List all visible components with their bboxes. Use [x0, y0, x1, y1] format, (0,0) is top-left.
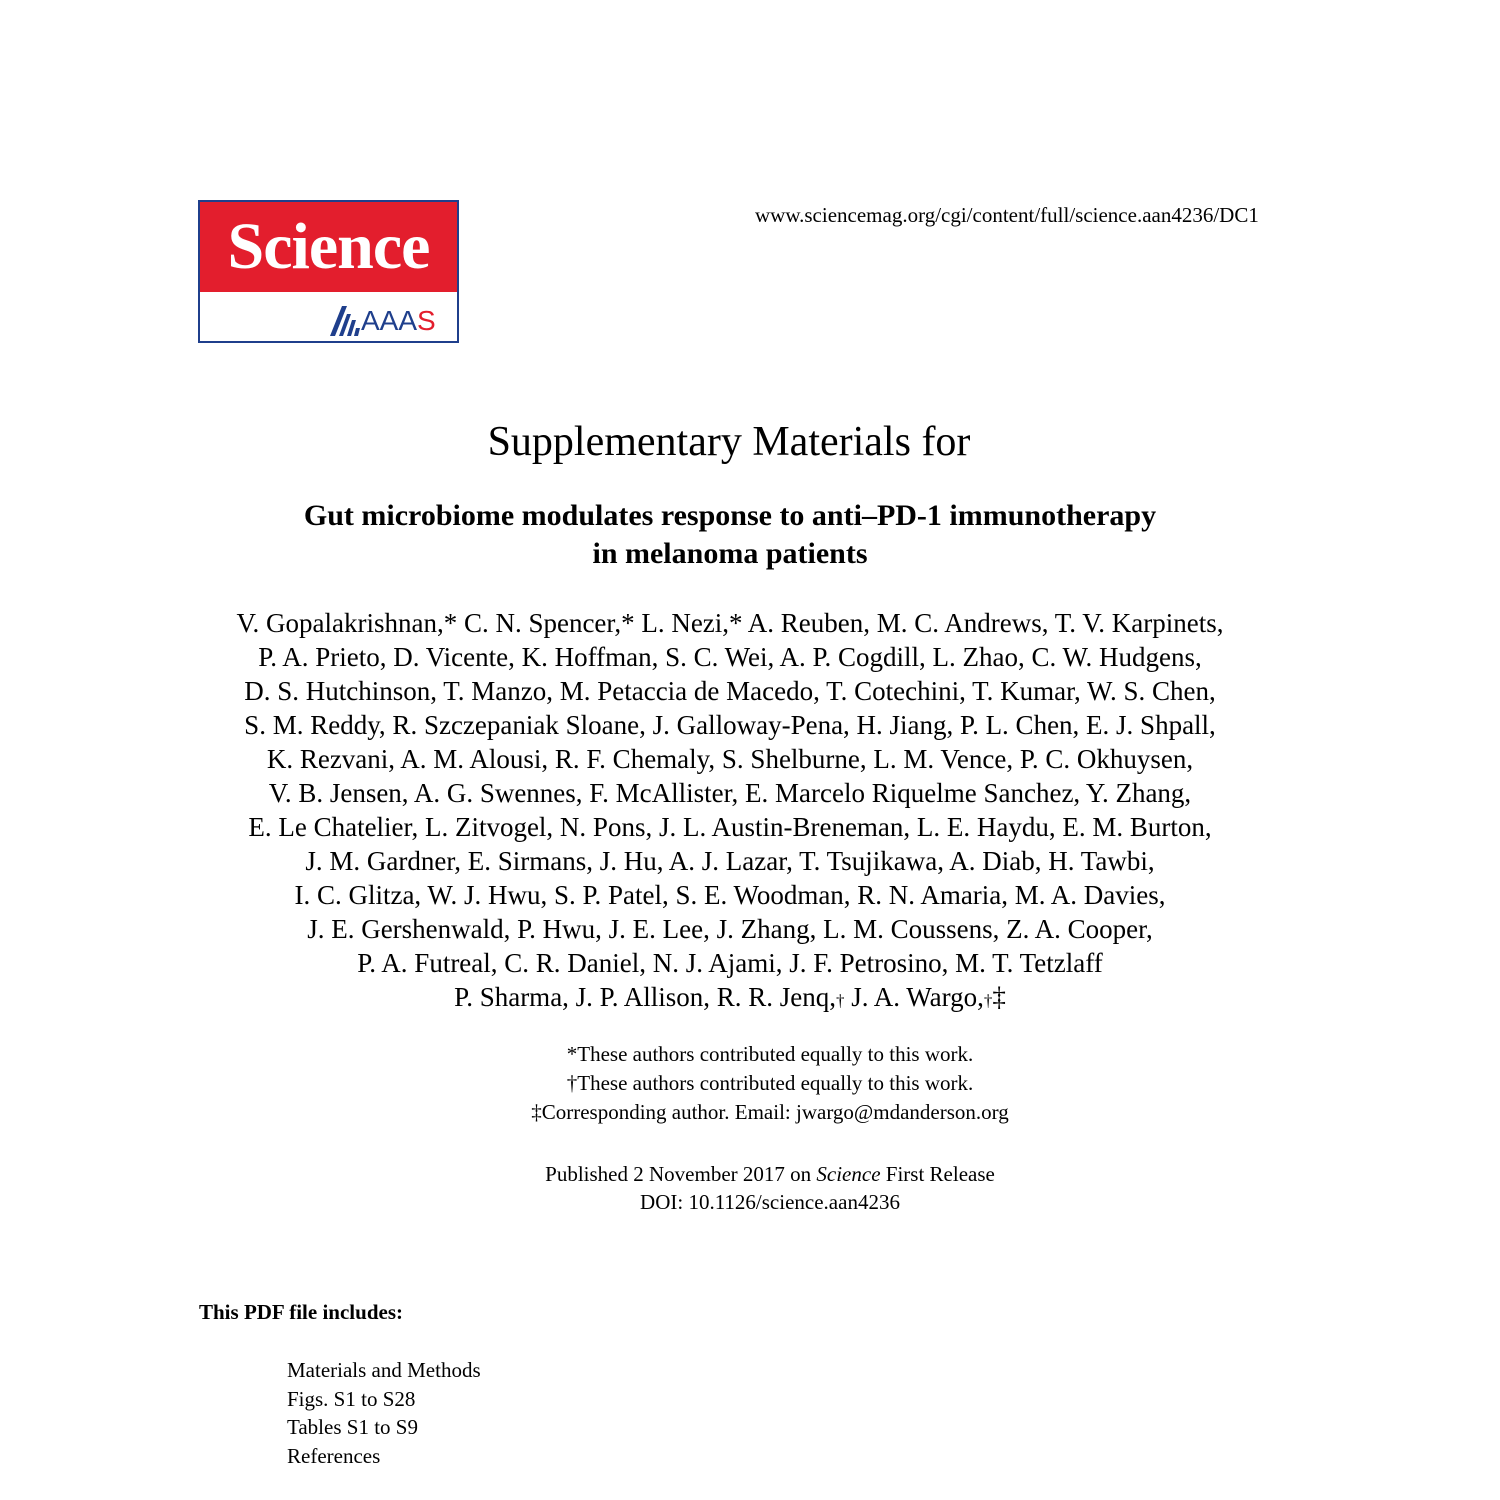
author-line: E. Le Chatelier, L. Zitvogel, N. Pons, J. L. Austin-Breneman, L. E. Haydu, E. M. Burton, [248, 812, 1212, 842]
published-line: Published 2 November 2017 on Science First Release [545, 1162, 995, 1186]
paper-title-line: in melanoma patients [592, 537, 868, 570]
list-item: References [287, 1443, 381, 1468]
aaas-wordmark: AAAS [361, 305, 436, 336]
doi: DOI: 10.1126/science.aan4236 [640, 1190, 900, 1214]
author-line-last: P. Sharma, J. P. Allison, R. R. Jenq,† J. A. Wargo,†‡ [454, 982, 1006, 1012]
corresponding-author-note: ‡Corresponding author. Email: jwargo@mdanderson.org [531, 1100, 1009, 1124]
paper-title [0, 497, 1480, 573]
author-line: J. E. Gershenwald, P. Hwu, J. E. Lee, J. Zhang, L. M. Coussens, Z. A. Cooper, [307, 914, 1153, 944]
list-item: Tables S1 to S9 [287, 1415, 418, 1439]
author-line: V. B. Jensen, A. G. Swennes, F. McAllister, E. Marcelo Riquelme Sanchez, Y. Zhang, [268, 778, 1192, 808]
author-line: V. Gopalakrishnan,* C. N. Spencer,* L. Nezi,* A. Reuben, M. C. Andrews, T. V. Karpinets, [236, 608, 1224, 638]
author-line: D. S. Hutchinson, T. Manzo, M. Petaccia de Macedo, T. Cotechini, T. Kumar, W. S. Chen, [244, 676, 1216, 706]
dagger-mark: † [983, 991, 993, 1010]
author-line: K. Rezvani, A. M. Alousi, R. F. Chemaly, S. Shelburne, L. M. Vence, P. C. Okhuysen, [266, 744, 1194, 774]
science-wordmark: Science [200, 202, 457, 292]
author-list [0, 606, 1480, 1018]
author-line: J. M. Gardner, E. Sirmans, J. Hu, A. J. Lazar, T. Tsujikawa, A. Diab, H. Tawbi, [305, 846, 1155, 876]
author-note: †These authors contributed equally to this work. [566, 1071, 974, 1095]
author-line: P. A. Futreal, C. R. Daniel, N. J. Ajami, J. F. Petrosino, M. T. Tetzlaff [357, 948, 1103, 978]
author-line: P. A. Prieto, D. Vicente, K. Hoffman, S. C. Wei, A. P. Cogdill, L. Zhao, C. W. Hudgens, [258, 642, 1202, 672]
list-item: Materials and Methods [287, 1358, 481, 1382]
publication-info [20, 1160, 1500, 1216]
author-note: *These authors contributed equally to this work. [566, 1042, 974, 1066]
includes-heading: This PDF file includes: [199, 1300, 403, 1324]
author-notes [20, 1040, 1500, 1127]
double-dagger-mark: ‡ [992, 982, 1006, 1012]
paper-title-line: Gut microbiome modulates response to anti–PD-1 immunotherapy [303, 499, 1157, 532]
aaas-logo-band [200, 292, 457, 341]
aaas-mark-icon [330, 306, 360, 336]
includes-list [287, 1356, 481, 1470]
list-item: Figs. S1 to S28 [287, 1386, 416, 1411]
author-line: I. C. Glitza, W. J. Hwu, S. P. Patel, S. E. Woodman, R. N. Amaria, M. A. Davies, [294, 880, 1166, 910]
science-aaas-logo [198, 200, 459, 343]
dagger-mark: † [835, 991, 845, 1010]
page-heading: Supplementary Materials for [487, 419, 971, 465]
author-line: S. M. Reddy, R. Szczepaniak Sloane, J. Galloway-Pena, H. Jiang, P. L. Chen, E. J. Shpall, [244, 710, 1216, 740]
supplement-url: www.sciencemag.org/cgi/content/full/science.aan4236/DC1 [755, 203, 1259, 227]
